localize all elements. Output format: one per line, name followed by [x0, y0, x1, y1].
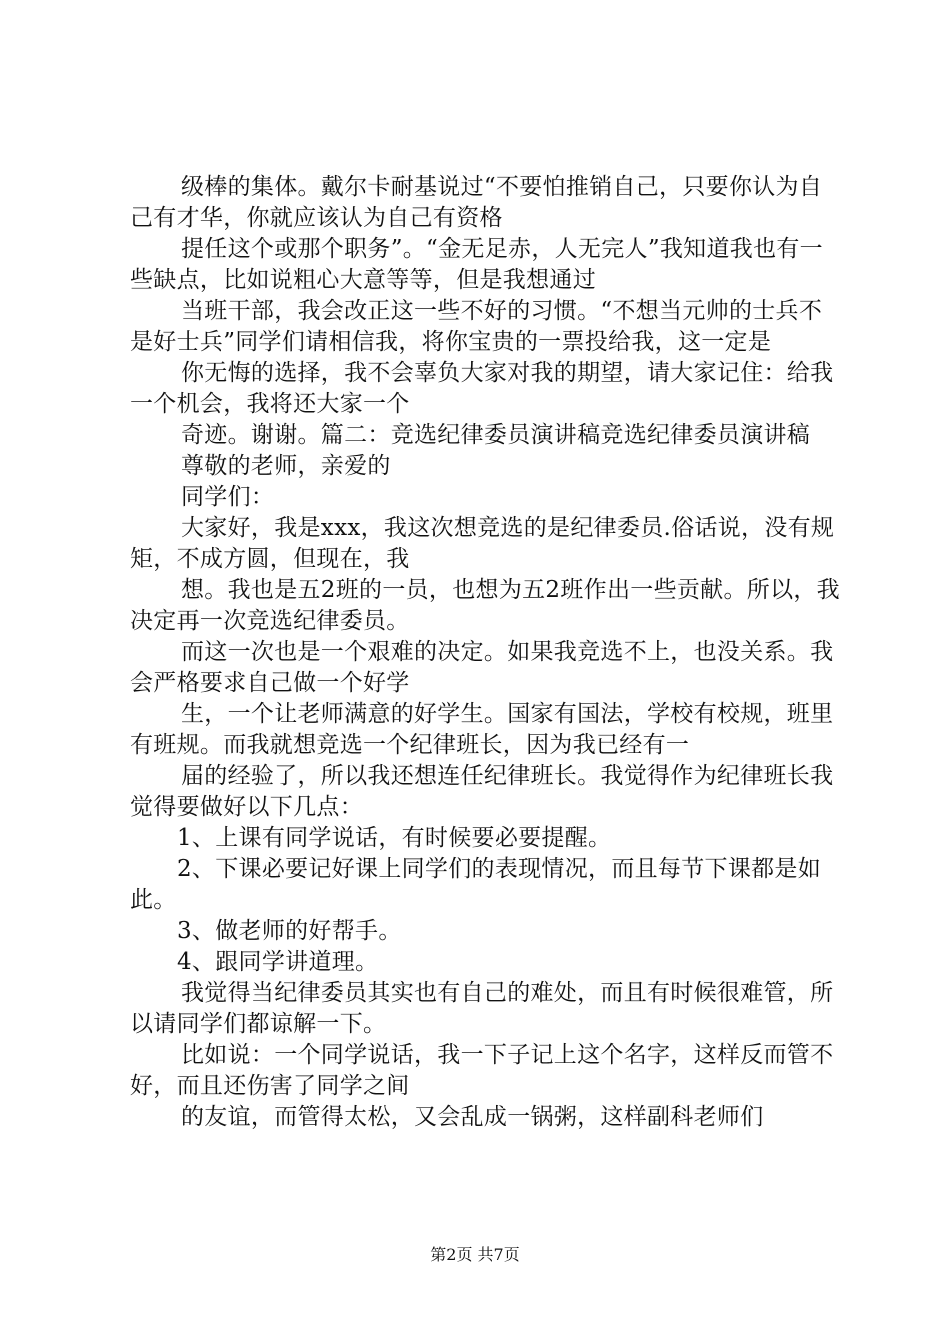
paragraph: 同学们： [181, 484, 275, 510]
paragraph: 级棒的集体。戴尔卡耐基说过“不要怕推销自己，只要你认为自己有才华，你就应该认为自己有资格 [130, 174, 823, 231]
list-item: 4、跟同学讲道理。 [177, 949, 379, 975]
list-item: 2、下课必要记好课上同学们的表现情况，而且每节下课都是如此。 [130, 856, 822, 913]
paragraph: 尊敬的老师，亲爱的 [181, 453, 391, 479]
paragraph: 生，一个让老师满意的好学生。国家有国法，学校有校规，班里有班规。而我就想竞选一个纪律班长，因为我已经有一 [130, 701, 834, 758]
paragraph: 当班干部，我会改正这一些不好的习惯。“不想当元帅的士兵不是好士兵”同学们请相信我，将你宝贵的一票投给我，这一定是 [130, 298, 823, 355]
page-number-footer: 第2页 共7页 [430, 1245, 520, 1264]
paragraph: 你无悔的选择，我不会辜负大家对我的期望，请大家记住：给我一个机会，我将还大家一个 [130, 360, 834, 417]
paragraph: 提任这个或那个职务”。“金无足赤，人无完人”我知道我也有一些缺点，比如说粗心大意等等，但是我想通过 [130, 236, 823, 293]
paragraph: 而这一次也是一个艰难的决定。如果我竞选不上，也没关系。我会严格要求自己做一个好学 [130, 639, 834, 696]
paragraph: 比如说：一个同学说话，我一下子记上这个名字，这样反而管不好，而且还伤害了同学之间 [130, 1042, 834, 1099]
paragraph: 奇迹。谢谢。篇二：竞选纪律委员演讲稿竞选纪律委员演讲稿 [181, 422, 811, 448]
paragraph: 大家好，我是xxx，我这次想竞选的是纪律委员.俗话说，没有规矩，不成方圆，但现在，我 [130, 515, 835, 572]
paragraph: 的友谊，而管得太松，又会乱成一锅粥，这样副科老师们 [181, 1104, 764, 1130]
paragraph: 我觉得当纪律委员其实也有自己的难处，而且有时候很难管，所以请同学们都谅解一下。 [130, 980, 834, 1037]
paragraph: 届的经验了，所以我还想连任纪律班长。我觉得作为纪律班长我觉得要做好以下几点： [130, 763, 834, 820]
paragraph: 想。我也是五2班的一员，也想为五2班作出一些贡献。所以，我决定再一次竞选纪律委员。 [130, 577, 840, 634]
list-item: 1、上课有同学说话，有时候要必要提醒。 [177, 825, 612, 851]
document-body [130, 172, 840, 1133]
list-item: 3、做老师的好帮手。 [177, 918, 402, 944]
